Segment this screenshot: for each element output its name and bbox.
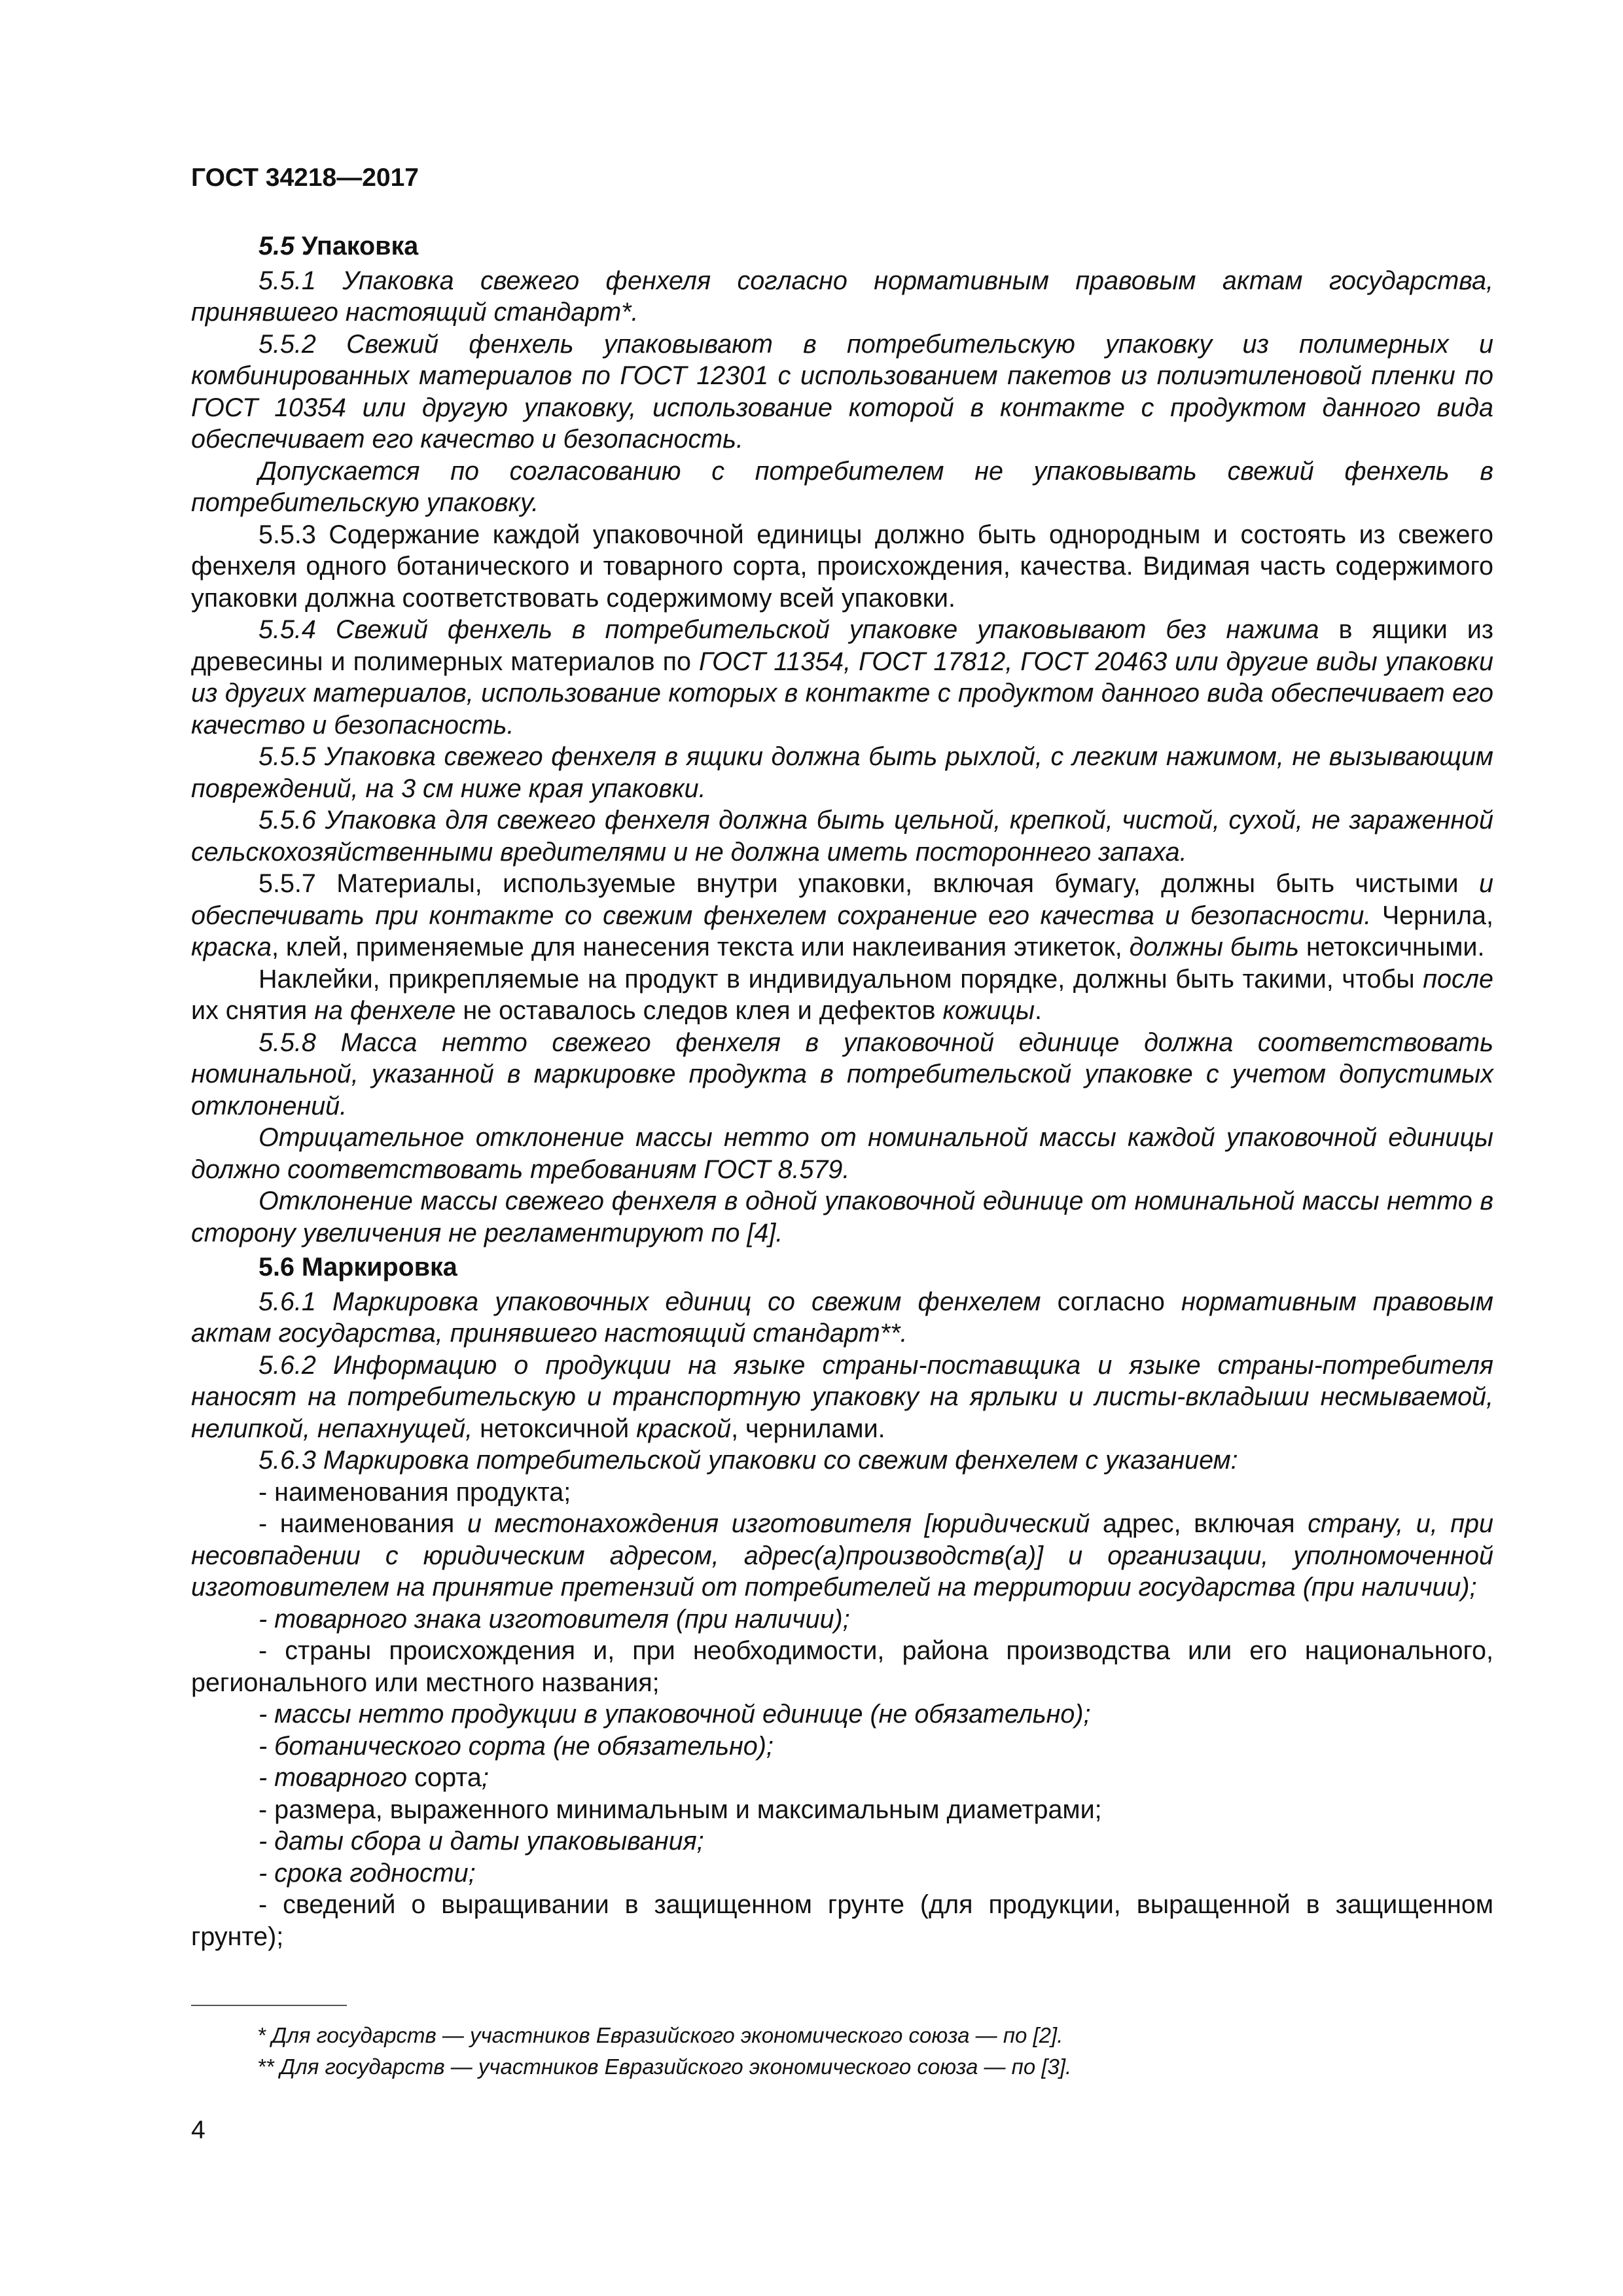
text-run: 5.6.1 Маркировка упаковочных единиц со свежим фенхелем bbox=[259, 1287, 1041, 1316]
list-item: - массы нетто продукции в упаковочной единице (не обязательно); bbox=[259, 1700, 1091, 1729]
text-run: не оставалось следов клея и дефектов bbox=[463, 996, 936, 1025]
section-heading bbox=[191, 1251, 1493, 1283]
text-run: в ящики из древесины и полимерных материалов по bbox=[191, 615, 1493, 676]
text-run: их снятия bbox=[191, 996, 308, 1025]
text-run: 5.6.2 Информацию о продукции на языке страны-поставщика и языке страны-потребителя наносят на потребительскую и транспортную упаковку на ярлыки и листы-вкладыши несмываемой, нелипкой, непахнущей, bbox=[191, 1350, 1493, 1443]
text-run: и местонахождения изготовителя [юридический bbox=[467, 1509, 1090, 1538]
text-run: - наименования bbox=[259, 1509, 455, 1538]
footnote: ** Для государств — участников Евразийского экономического союза — по [3]. bbox=[257, 2054, 1072, 2079]
paragraph: Отрицательное отклонение массы нетто от номинальной массы каждой упаковочной единицы должно соответствовать требованиям ГОСТ 8.579. bbox=[191, 1123, 1493, 1184]
text-run: Наклейки, прикрепляемые на продукт в индивидуальном порядке, должны быть такими, чтобы bbox=[259, 964, 1415, 994]
text-run: - товарного bbox=[259, 1763, 407, 1792]
list-item: - наименования продукта; bbox=[259, 1477, 571, 1507]
text-run: краска bbox=[191, 933, 272, 961]
document-body bbox=[191, 230, 1493, 1952]
list-item bbox=[191, 1762, 1493, 1794]
text-run: и организации, уполномоченной изготовителем на принятие претензий от потребителей на территории государства (при наличии); bbox=[191, 1541, 1493, 1602]
text-run: ГОСТ 11354, ГОСТ 17812, ГОСТ 20463 или другие виды упаковки из других материалов, использование которых в контакте с продуктом данного вида обеспечивает его качество и безопасность. bbox=[191, 647, 1493, 740]
text-run: после bbox=[1423, 964, 1493, 994]
paragraph: 5.5.8 Масса нетто свежего фенхеля в упаковочной единице должна соответствовать номинальной, указанной в маркировке продукта в потребительской упаковке с учетом допустимых отклонений. bbox=[191, 1028, 1493, 1121]
footnote: * Для государств — участников Евразийского экономического союза — по [2]. bbox=[257, 2023, 1063, 2047]
list-item: - срока годности; bbox=[259, 1858, 476, 1888]
list-item: - страны происхождения и, при необходимости, района производства или его национального, регионального или местного названия; bbox=[191, 1636, 1493, 1697]
text-run: Чернила, bbox=[1382, 901, 1493, 930]
text-run: адрес, включая bbox=[1102, 1509, 1295, 1538]
paragraph: 5.5.1 Упаковка свежего фенхеля согласно нормативным правовым актам государства, принявшего настоящий стандарт*. bbox=[191, 266, 1493, 327]
document-id: ГОСТ 34218—2017 bbox=[191, 164, 419, 192]
text-run: должны быть bbox=[1129, 933, 1299, 961]
text-run: страну, bbox=[1308, 1509, 1404, 1538]
paragraph: 5.5.5 Упаковка свежего фенхеля в ящики должна быть рыхлой, с легким нажимом, не вызывающим повреждений, на 3 см ниже края упаковки. bbox=[191, 742, 1493, 803]
paragraph bbox=[191, 963, 1493, 1027]
text-run: 5.5.4 Свежий фенхель в потребительской упаковке упаковывают без нажима bbox=[259, 615, 1319, 644]
section-number: 5.5 bbox=[259, 232, 294, 260]
paragraph: 5.6.3 Маркировка потребительской упаковки со свежим фенхелем с указанием: bbox=[259, 1446, 1238, 1475]
paragraph bbox=[191, 614, 1493, 741]
text-run: , клей, применяемые для нанесения текста или наклеивания этикеток, bbox=[271, 933, 1122, 961]
text-run: на фенхеле bbox=[314, 996, 456, 1025]
section-title: Упаковка bbox=[301, 232, 419, 260]
section-number: 5.6 bbox=[259, 1253, 294, 1282]
paragraph: 5.5.3 Содержание каждой упаковочной единицы должно быть однородным и состоять из свежего фенхеля одного ботанического и товарного сорта, происхождения, качества. Видимая часть содержимого упаковки должна соответствовать содержимому всей упаковки. bbox=[191, 520, 1493, 613]
list-item bbox=[191, 1508, 1493, 1604]
list-item: - товарного знака изготовителя (при наличии); bbox=[259, 1604, 850, 1634]
footnote-divider bbox=[191, 2005, 347, 2006]
paragraph bbox=[191, 1286, 1493, 1350]
text-run: согласно bbox=[1057, 1287, 1165, 1316]
section-heading bbox=[191, 230, 1493, 262]
list-item: - ботанического сорта (не обязательно); bbox=[259, 1731, 774, 1761]
text-run: нормативным правовым актам государства, принявшего настоящий стандарт**. bbox=[191, 1287, 1494, 1348]
text-run: кожицы bbox=[942, 996, 1035, 1025]
text-run: . bbox=[1035, 996, 1043, 1025]
paragraph bbox=[191, 868, 1493, 963]
paragraph: Допускается по согласованию с потребителем не упаковывать свежий фенхель в потребительскую упаковку. bbox=[191, 456, 1493, 517]
text-run: 5.5.7 Материалы, используемые внутри упаковки, включая бумагу, должны быть чистыми bbox=[259, 869, 1459, 898]
text-run: сорта bbox=[414, 1763, 482, 1792]
paragraph bbox=[191, 1350, 1493, 1445]
page-number: 4 bbox=[191, 2116, 205, 2144]
list-item: - размера, выраженного минимальным и максимальным диаметрами; bbox=[259, 1795, 1102, 1824]
text-run: и, при несовпадении с юридическим адресом, адрес(а)производств(а)] bbox=[191, 1509, 1493, 1570]
text-run: и обеспечивать при контакте со свежим фенхелем сохранение его качества и безопасности. bbox=[191, 869, 1493, 930]
text-run: , чернилами. bbox=[731, 1414, 885, 1443]
section-title: Маркировка bbox=[301, 1253, 457, 1282]
footnotes bbox=[257, 2020, 1071, 2083]
text-run: нетоксичной bbox=[480, 1414, 630, 1443]
paragraph: 5.5.2 Свежий фенхель упаковывают в потребительскую упаковку из полимерных и комбинированных материалов по ГОСТ 12301 с использованием пакетов из полиэтиленовой пленки по ГОСТ 10354 или другую упаковку, использование которой в контакте с продуктом данного вида обеспечивает его качество и безопасность. bbox=[191, 329, 1493, 454]
list-item: - сведений о выращивании в защищенном грунте (для продукции, выращенной в защищенном грунте); bbox=[191, 1890, 1493, 1951]
text-run: краской bbox=[636, 1414, 732, 1443]
text-run: нетоксичными. bbox=[1306, 933, 1485, 961]
text-run: ; bbox=[481, 1763, 489, 1792]
paragraph: 5.5.6 Упаковка для свежего фенхеля должна быть цельной, крепкой, чистой, сухой, не зараженной сельскохозяйственными вредителями и не должна иметь постороннего запаха. bbox=[191, 806, 1493, 867]
paragraph: Отклонение массы свежего фенхеля в одной упаковочной единице от номинальной массы нетто в сторону увеличения не регламентируют по [4]. bbox=[191, 1187, 1493, 1247]
list-item: - даты сбора и даты упаковывания; bbox=[259, 1827, 704, 1856]
